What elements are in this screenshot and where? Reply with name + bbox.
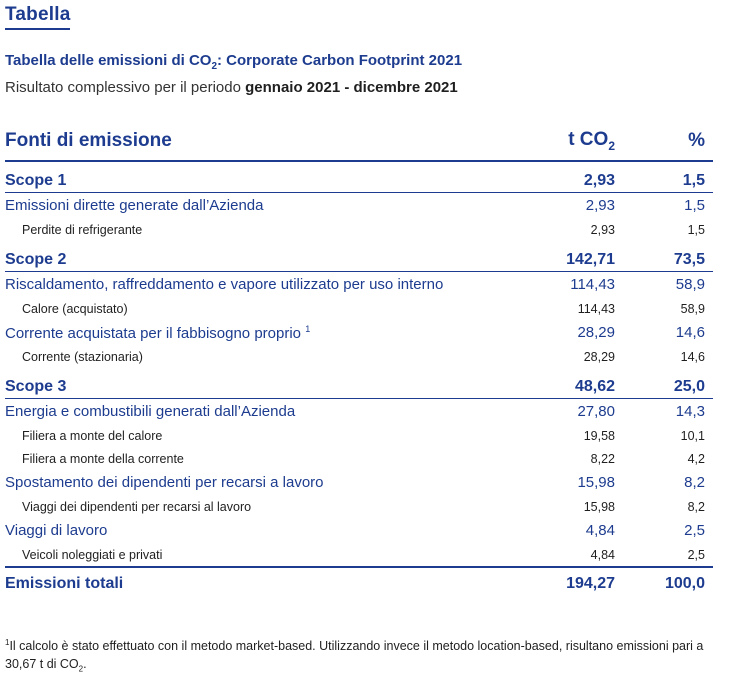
category-row-percent-text: 14,3 (675, 403, 705, 420)
scope-row-percent (619, 368, 713, 399)
table-title-subscript: 2 (211, 61, 218, 72)
category-row-percent (619, 272, 713, 298)
item-row-label (5, 345, 505, 368)
page-title: Tabella (5, 4, 70, 30)
item-row-label-text: Corrente (stazionaria) (22, 349, 143, 364)
category-row-percent (619, 399, 713, 425)
item-row-label (5, 218, 505, 241)
category-row (5, 193, 713, 219)
scope-row-tco2-text: 2,93 (583, 172, 615, 189)
item-row-label (5, 424, 505, 447)
header-tco2 (505, 122, 619, 161)
item-row-tco2 (505, 495, 619, 518)
item-row-tco2 (505, 297, 619, 320)
item-row-label-text: Viaggi dei dipendenti per recarsi al lavoro (22, 499, 252, 514)
category-row-percent-text: 2,5 (684, 522, 705, 539)
category-row (5, 272, 713, 298)
total-row-label (5, 567, 505, 600)
item-row-percent-text: 4,2 (687, 451, 705, 466)
category-row (5, 470, 713, 495)
category-row-percent-text: 58,9 (675, 276, 705, 293)
scope-row-label-text: Scope 1 (5, 172, 67, 189)
category-row (5, 518, 713, 543)
item-row-percent-text: 1,5 (687, 222, 705, 237)
scope-row-label-text: Scope 2 (5, 251, 67, 268)
scope-row-tco2-text: 48,62 (574, 378, 615, 395)
footnote-text: Il calcolo è stato effettuato con il metodo market-based. Utilizzando invece il metodo location-based, risultano emissioni pari a 30,67 t di CO (5, 639, 704, 672)
category-row-tco2-text: 2,93 (585, 197, 615, 214)
category-row-label (5, 518, 505, 543)
scope-row-percent-text: 73,5 (673, 251, 705, 268)
category-row-percent-text: 14,6 (675, 324, 705, 341)
category-row-label (5, 399, 505, 425)
item-row-label (5, 297, 505, 320)
item-row-label (5, 447, 505, 470)
period-range: gennaio 2021 - dicembre 2021 (245, 79, 458, 96)
total-row-label-text: Emissioni totali (5, 575, 124, 592)
category-row-percent (619, 518, 713, 543)
item-row-tco2 (505, 543, 619, 567)
item-row-label-text: Filiera a monte del calore (22, 428, 163, 443)
category-row-label (5, 193, 505, 219)
item-row-tco2 (505, 424, 619, 447)
category-row-label-text: Corrente acquistata per il fabbisogno proprio (5, 324, 302, 342)
scope-row-tco2 (505, 241, 619, 272)
category-row-label-text: Riscaldamento, raffreddamento e vapore utilizzato per uso interno (5, 276, 444, 293)
item-row (5, 447, 713, 470)
category-row-tco2-text: 27,80 (577, 403, 615, 420)
item-row-tco2-text: 114,43 (577, 301, 615, 316)
item-row-percent (619, 495, 713, 518)
item-row-percent-text: 14,6 (680, 349, 705, 364)
table-header-row (5, 122, 713, 161)
scope-row-tco2-text: 142,71 (566, 251, 615, 268)
item-row-label-text: Calore (acquistato) (22, 301, 128, 316)
category-row-label-text: Viaggi di lavoro (5, 522, 108, 539)
scope-row (5, 368, 713, 399)
item-row-percent (619, 297, 713, 320)
scope-row-percent-text: 1,5 (682, 172, 705, 189)
item-row-label-text: Veicoli noleggiati e privati (22, 547, 163, 562)
item-row-tco2-text: 2,93 (590, 222, 615, 237)
scope-row-label (5, 368, 505, 399)
scope-row-label (5, 241, 505, 272)
category-row-tco2 (505, 399, 619, 425)
header-sources: Fonti di emissione (5, 122, 505, 161)
item-row-label (5, 543, 505, 567)
scope-row-label (5, 161, 505, 193)
category-row-tco2-text: 15,98 (577, 474, 615, 491)
item-row-percent-text: 10,1 (680, 428, 705, 443)
category-row-percent-text: 8,2 (684, 474, 705, 491)
item-row-tco2-text: 4,84 (590, 547, 615, 562)
item-row-percent (619, 345, 713, 368)
footnote (5, 634, 720, 679)
header-tco2-text: t CO (568, 129, 609, 151)
category-row (5, 320, 713, 345)
category-row-percent (619, 470, 713, 495)
item-row-percent (619, 424, 713, 447)
category-row-label (5, 272, 505, 298)
category-row-percent-text: 1,5 (684, 197, 705, 214)
table-title-rest: : Corporate Carbon Footprint 2021 (217, 52, 463, 69)
scope-row (5, 161, 713, 193)
scope-row-percent (619, 241, 713, 272)
category-row-percent (619, 193, 713, 219)
category-row-label (5, 470, 505, 495)
item-row-percent-text: 2,5 (687, 547, 705, 562)
category-row-percent (619, 320, 713, 345)
scope-row (5, 241, 713, 272)
category-row-tco2 (505, 518, 619, 543)
footnote-subscript: 2 (78, 664, 84, 674)
category-row-tco2 (505, 193, 619, 219)
category-row-label-text: Spostamento dei dipendenti per recarsi a lavoro (5, 474, 324, 491)
item-row-percent-text: 58,9 (680, 301, 705, 316)
total-row (5, 567, 713, 600)
total-row-percent-text: 100,0 (664, 575, 705, 592)
total-row-tco2-text: 194,27 (566, 575, 615, 592)
scope-row-percent (619, 161, 713, 193)
item-row-tco2-text: 8,22 (590, 451, 615, 466)
item-row-percent (619, 447, 713, 470)
item-row (5, 495, 713, 518)
heading-block (5, 4, 70, 30)
item-row-tco2-text: 28,29 (583, 349, 615, 364)
category-row-tco2-text: 4,84 (585, 522, 615, 539)
item-row (5, 218, 713, 241)
item-row-tco2 (505, 447, 619, 470)
item-row-label-text: Perdite di refrigerante (22, 222, 143, 237)
category-row-tco2-text: 114,43 (570, 276, 615, 293)
item-row-tco2 (505, 345, 619, 368)
item-row (5, 543, 713, 567)
footnote-end: . (83, 657, 87, 672)
item-row (5, 424, 713, 447)
item-row-tco2-text: 15,98 (583, 499, 615, 514)
table-title (5, 52, 462, 72)
scope-row-tco2 (505, 161, 619, 193)
category-row-tco2 (505, 470, 619, 495)
total-row-tco2 (505, 567, 619, 600)
total-row-percent (619, 567, 713, 600)
scope-row-tco2 (505, 368, 619, 399)
category-row-label-text: Emissioni dirette generate dall’Azienda (5, 197, 264, 214)
item-row-label (5, 495, 505, 518)
header-percent: % (619, 122, 713, 161)
header-tco2-subscript: 2 (608, 138, 615, 153)
scope-row-percent-text: 25,0 (673, 378, 705, 395)
emissions-table (5, 122, 713, 600)
item-row (5, 297, 713, 320)
footnote-marker: 1 (5, 638, 10, 647)
category-row (5, 399, 713, 425)
period-text: Risultato complessivo per il periodo (5, 79, 246, 96)
item-row-tco2 (505, 218, 619, 241)
item-row-tco2-text: 19,58 (583, 428, 615, 443)
item-row-label-text: Filiera a monte della corrente (22, 451, 184, 466)
category-row-tco2-text: 28,29 (577, 324, 615, 341)
category-row-label-text: Energia e combustibili generati dall’Azienda (5, 403, 296, 420)
item-row (5, 345, 713, 368)
category-row-footnote-marker: 1 (305, 323, 311, 334)
category-row-label (5, 320, 505, 345)
scope-row-label-text: Scope 3 (5, 378, 67, 395)
category-row-tco2 (505, 272, 619, 298)
item-row-percent (619, 543, 713, 567)
item-row-percent (619, 218, 713, 241)
category-row-tco2 (505, 320, 619, 345)
item-row-percent-text: 8,2 (687, 499, 705, 514)
table-title-text: Tabella delle emissioni di CO (5, 52, 212, 69)
period-line (5, 79, 458, 96)
